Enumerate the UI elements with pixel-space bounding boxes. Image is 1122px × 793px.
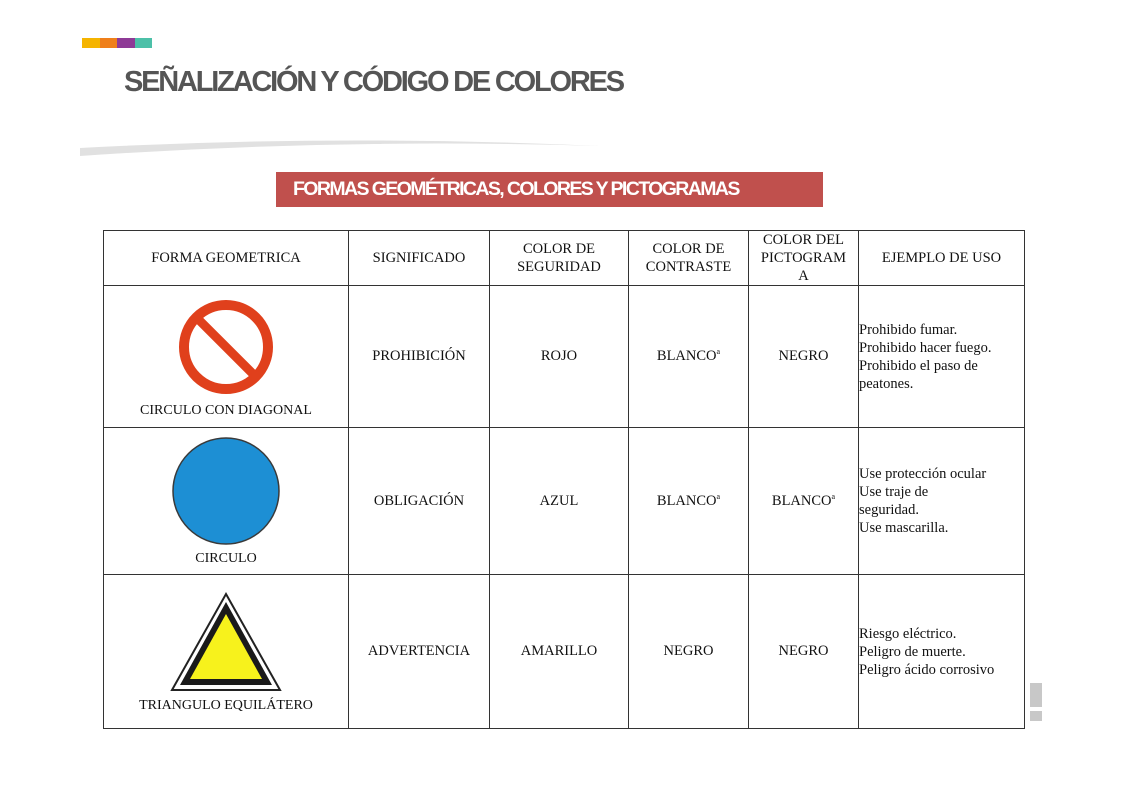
shape-caption: CIRCULO CON DIAGONAL	[140, 402, 312, 418]
section-banner: FORMAS GEOMÉTRICAS, COLORES Y PICTOGRAMAS	[276, 172, 823, 207]
header-color-seguridad: COLOR DE SEGURIDAD	[490, 231, 629, 286]
example-line: Prohibido hacer fuego.	[859, 339, 992, 356]
example-line: Riesgo eléctrico.	[859, 625, 957, 642]
ejemplo-cell	[859, 575, 1025, 729]
color-pictograma-cell: NEGRO	[749, 286, 859, 428]
header-color-pictograma: COLOR DEL PICTOGRAM A	[749, 231, 859, 286]
header-color-contraste: COLOR DE CONTRASTE	[629, 231, 749, 286]
ejemplo-cell	[859, 428, 1025, 575]
header-ejemplo: EJEMPLO DE USO	[859, 231, 1025, 286]
significado-cell: ADVERTENCIA	[349, 575, 490, 729]
example-line: Peligro ácido corrosivo	[859, 661, 995, 678]
significado-cell: OBLIGACIÓN	[349, 428, 490, 575]
accent-block-teal	[135, 38, 153, 48]
example-line: Prohibido fumar.	[859, 321, 958, 338]
color-contraste-cell: BLANCO$^a$	[629, 286, 749, 428]
header-significado: SIGNIFICADO	[349, 231, 490, 286]
example-line: Use traje de	[859, 484, 929, 500]
prohibition-circle-icon	[174, 295, 278, 399]
color-seguridad-cell: ROJO	[490, 286, 629, 428]
shape-cell	[104, 286, 349, 428]
example-line: Prohibido el paso de	[859, 357, 978, 374]
accent-block-orange	[100, 38, 118, 48]
page-title: SEÑALIZACIÓN Y CÓDIGO DE COLORES	[124, 66, 623, 98]
table-row	[104, 575, 1025, 729]
color-seguridad-cell: AMARILLO	[490, 575, 629, 729]
color-pictograma-cell: NEGRO	[749, 575, 859, 729]
shape-caption: TRIANGULO EQUILÁTERO	[139, 697, 313, 713]
ejemplo-cell	[859, 286, 1025, 428]
significado-cell: PROHIBICIÓN	[349, 286, 490, 428]
shape-cell	[104, 575, 349, 729]
example-line: Peligro de muerte.	[859, 643, 966, 660]
accent-block-purple	[117, 38, 135, 48]
header-forma: FORMA GEOMETRICA	[104, 231, 349, 286]
example-line: seguridad.	[859, 502, 919, 518]
signs-table	[103, 230, 1025, 729]
footnote-mark: a	[716, 347, 721, 356]
color-contraste-cell: NEGRO	[629, 575, 749, 729]
warning-triangle-icon	[168, 590, 284, 694]
example-line: Use mascarilla.	[859, 520, 949, 536]
footnote-mark: a	[831, 491, 836, 501]
table-row	[104, 286, 1025, 428]
color-contraste-cell: BLANCO$^a$	[629, 428, 749, 575]
example-line: peatones.	[859, 375, 914, 392]
shape-caption: CIRCULO	[195, 551, 257, 566]
accent-color-bar	[82, 38, 152, 48]
decorative-swoosh	[80, 136, 600, 158]
blue-circle-icon	[170, 435, 282, 547]
table-header-row	[104, 231, 1025, 286]
color-pictograma-cell: BLANCO$^a$	[749, 428, 859, 575]
color-seguridad-cell: AZUL	[490, 428, 629, 575]
example-line: Use protección ocular	[859, 466, 987, 482]
decorative-side-mark	[1030, 683, 1042, 721]
table-row	[104, 428, 1025, 575]
footnote-mark: a	[716, 491, 721, 501]
accent-block-yellow	[82, 38, 100, 48]
shape-cell	[104, 428, 349, 575]
